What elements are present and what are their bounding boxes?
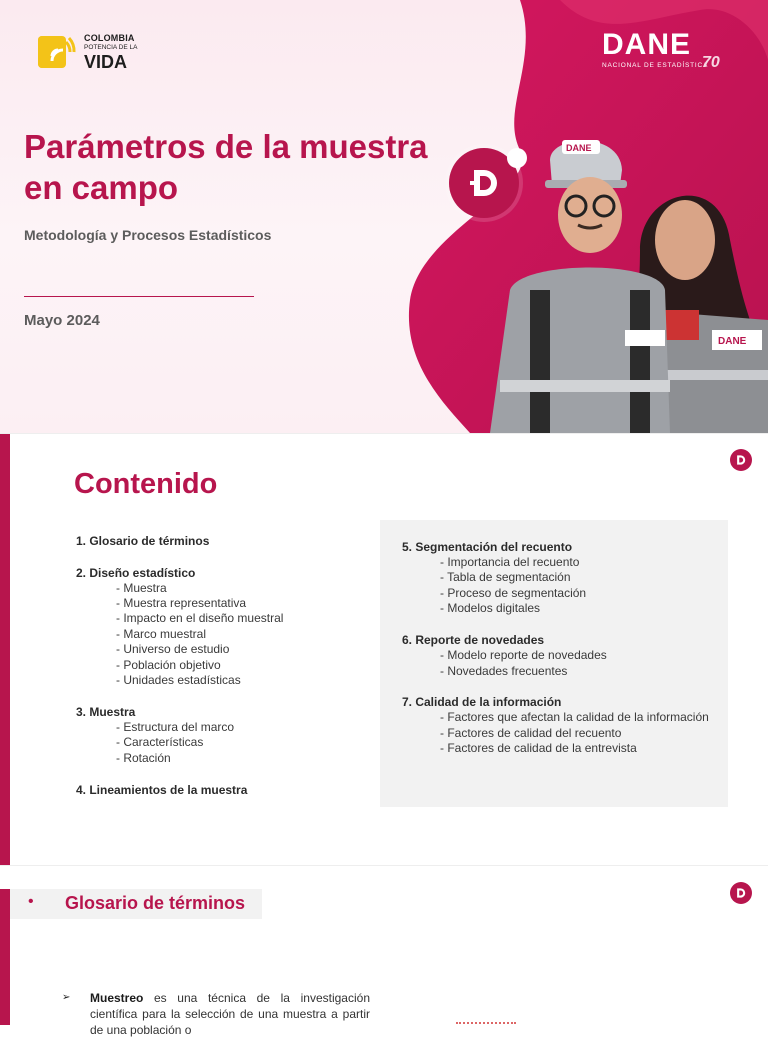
toc-item: - Impacto en el diseño muestral bbox=[116, 611, 284, 626]
toc-item: - Factores que afectan la calidad de la información bbox=[440, 710, 709, 725]
toc-section: 3. Muestra bbox=[76, 704, 136, 719]
dane-anniversary-mark: 70 bbox=[702, 54, 720, 71]
colombia-potencia-logo bbox=[38, 34, 137, 71]
page-subtitle: Metodología y Procesos Estadísticos bbox=[24, 227, 272, 243]
toc-item: - Unidades estadísticas bbox=[116, 672, 241, 687]
toc-item: - Importancia del recuento bbox=[440, 555, 580, 569]
dane-logo-subtitle: NACIONAL DE ESTADÍSTICA bbox=[602, 62, 709, 69]
toc-item: - Tabla de segmentación bbox=[440, 570, 571, 585]
page-title: Parámetros de la muestra en campo bbox=[24, 128, 428, 206]
toc-item: - Novedades frecuentes bbox=[440, 663, 568, 678]
publication-date: Mayo 2024 bbox=[24, 312, 100, 329]
toc-section: 1. Glosario de términos bbox=[76, 534, 210, 548]
toc-left-column bbox=[76, 533, 376, 798]
arrow-bullet-icon: ➢ bbox=[62, 992, 71, 1003]
cap-label: DANE bbox=[566, 143, 592, 153]
toc-item: - Estructura del marco bbox=[116, 719, 235, 734]
dane-corner-icon bbox=[730, 882, 752, 904]
colombia-logo-line3: VIDA bbox=[84, 51, 128, 72]
dane-logo-word: DANE bbox=[602, 28, 692, 61]
colombia-logo-line1: COLOMBIA bbox=[84, 33, 135, 43]
vest-label-woman: DANE bbox=[718, 336, 747, 347]
toc-item: - Modelos digitales bbox=[440, 601, 541, 616]
cover-slide bbox=[0, 0, 768, 433]
toc-right-column bbox=[402, 539, 742, 757]
glossary-title: Glosario de términos bbox=[65, 893, 246, 913]
toc-section: 4. Lineamientos de la muestra bbox=[76, 782, 248, 797]
toc-item: - Modelo reporte de novedades bbox=[440, 648, 607, 663]
glossary-heading-bar bbox=[0, 889, 262, 919]
toc-item: - Muestra bbox=[116, 580, 167, 595]
field-workers-photo bbox=[490, 130, 768, 433]
toc-section: 5. Segmentación del recuento bbox=[402, 540, 573, 554]
glossary-term: Muestreo bbox=[90, 991, 144, 1005]
title-divider bbox=[24, 296, 254, 297]
toc-item: - Muestra representativa bbox=[116, 595, 247, 610]
toc-item: - Factores de calidad de la entrevista bbox=[440, 741, 637, 756]
toc-item: - Rotación bbox=[116, 750, 171, 765]
glossary-bullet: • bbox=[28, 893, 34, 910]
decorative-dotted-mark bbox=[456, 1022, 516, 1025]
toc-section: 6. Reporte de novedades bbox=[402, 633, 545, 648]
glossary-definition bbox=[62, 990, 370, 1038]
contents-slide bbox=[0, 433, 768, 865]
toc-section: 2. Diseño estadístico bbox=[76, 565, 196, 580]
contents-side-bar bbox=[0, 434, 10, 866]
glossary-definition-text: es una técnica de la investigación científica para la selección de una muestra a partir de una población o bbox=[90, 991, 370, 1037]
dane-corner-icon bbox=[730, 449, 752, 471]
toc-item: - Proceso de segmentación bbox=[440, 585, 587, 600]
glossary-side-bar bbox=[0, 919, 10, 1025]
toc-item: - Universo de estudio bbox=[116, 642, 230, 657]
toc-item: - Características bbox=[116, 735, 204, 750]
toc-section: 7. Calidad de la información bbox=[402, 695, 562, 710]
contents-title: Contenido bbox=[74, 468, 218, 500]
dane-logo bbox=[602, 28, 720, 71]
colombia-logo-line2: POTENCIA DE LA bbox=[84, 44, 138, 51]
colombia-mark-icon bbox=[38, 34, 76, 70]
toc-item: - Factores de calidad del recuento bbox=[440, 725, 622, 740]
toc-item: - Marco muestral bbox=[116, 626, 207, 641]
glossary-slide bbox=[0, 865, 768, 1037]
toc-item: - Población objetivo bbox=[116, 657, 221, 672]
